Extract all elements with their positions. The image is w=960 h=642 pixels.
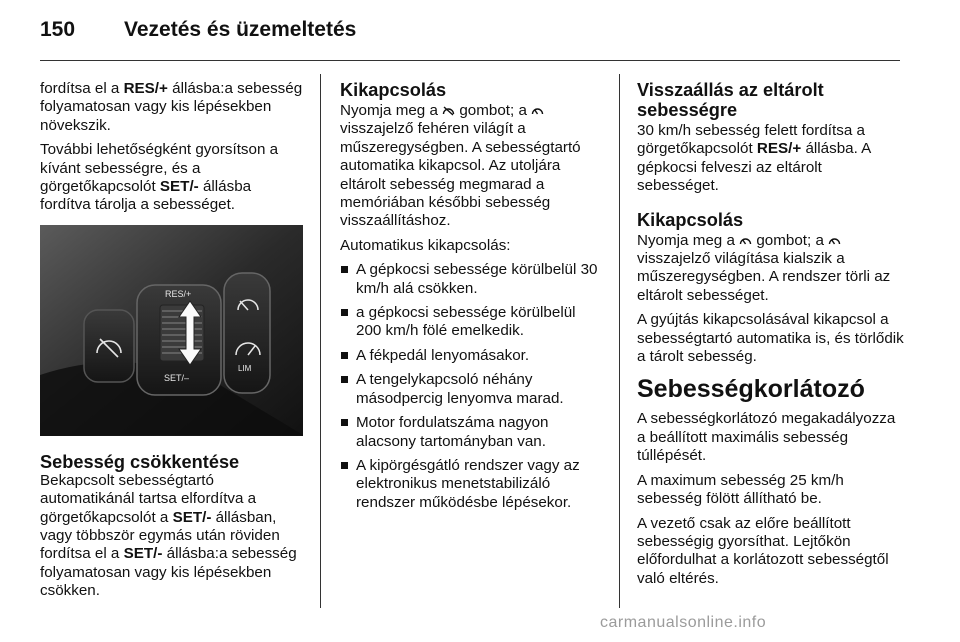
text: A gépkocsi sebessége körülbelül 30 km/h alá csökken. [356, 261, 598, 297]
heading-restore-speed: Visszaállás az eltárolt sebességre [637, 80, 824, 120]
bold-term: SET/- [159, 178, 199, 196]
bullet-square [341, 419, 348, 426]
column-1 [40, 80, 305, 607]
text: A tengelykapcsoló néhány másodpercig lenyomva marad. [356, 371, 564, 407]
res-label: RES/+ [165, 288, 192, 299]
bullet-square [341, 266, 348, 273]
paragraph [637, 232, 905, 306]
paragraph: A maximum sebesség 25 km/h sebesség fölött állítható be. [637, 471, 844, 508]
column-2 [340, 80, 602, 518]
paragraph [40, 141, 305, 215]
column-3 [637, 80, 905, 594]
heading-switch-off: Kikapcsolás [340, 80, 447, 100]
list-item [340, 261, 602, 298]
page-number: 150 [40, 18, 76, 41]
text: Nyomja meg a [340, 102, 443, 119]
list-item [340, 304, 602, 341]
cruise-off-button-icon [442, 104, 455, 116]
text: állásban, vagy többször egymás után röviden fordítsa el a [40, 508, 280, 563]
cruise-indicator-icon [531, 104, 544, 116]
text: állásba:a sebesség folyamatosan vagy kis lépésekben növekszik. [40, 80, 303, 134]
text: állásba fordítva tárolja a sebességet. [40, 178, 252, 214]
set-label: SET/– [164, 372, 190, 383]
paragraph: A sebességkorlátozó megakadályozza a beállított maximális sebesség túllépését. [637, 410, 896, 465]
text: A kipörgésgátló rendszer vagy az elektronikus menetstabilizáló rendszer működésbe lépésekor. [356, 456, 580, 511]
bullet-square [341, 462, 348, 469]
bold-term: SET/- [123, 545, 163, 563]
paragraph [40, 80, 305, 135]
section-title: Vezetés és üzemeltetés [124, 18, 357, 41]
heading-switch-off: Kikapcsolás [637, 209, 744, 230]
paragraph: A vezető csak az előre beállított sebességig gyorsíthat. Lejtőkön előfordulhat a korlátozott sebességtől való eltérés. [637, 514, 889, 587]
list-item [340, 414, 602, 451]
text: További lehetőségként gyorsítson a kívánt sebességre, és a görgetőkapcsolót [40, 141, 279, 196]
text: Bekapcsolt sebességtartó automatikánál tartsa elfordítva a görgetőkapcsolót a [40, 471, 257, 526]
text: A fékpedál lenyomásakor. [356, 346, 530, 364]
cruise-button-icon [739, 234, 752, 246]
text: állásba:a sebesség folyamatosan vagy kis lépésekben csökken. [40, 545, 297, 600]
lim-label: LIM [238, 363, 252, 373]
auto-off-list [340, 261, 602, 512]
text: visszajelző fehéren világít a műszeregységben. A sebességtartó automatika kikapcsol. Az utoljára eltárolt sebesség megmarad a memóriában későbbi sebesség visszaállításhoz. [340, 120, 581, 230]
text: Motor fordulatszáma nagyon alacsony tartományban van. [356, 414, 549, 450]
watermark: carmanualsonline.info [600, 614, 767, 631]
bullet-square [341, 352, 348, 359]
list-item [340, 457, 602, 512]
page-header [40, 18, 900, 50]
text: gombot; a [455, 102, 532, 119]
heading-speed-limiter: Sebességkorlátozó [637, 375, 865, 404]
text: 30 km/h sebesség felett fordítsa a görgetőkapcsolót [637, 122, 865, 158]
cruise-indicator-icon [828, 234, 841, 246]
column-divider-right [619, 74, 620, 608]
header-rule [40, 60, 900, 61]
bold-term: RES/+ [756, 140, 802, 158]
bullet-square [341, 376, 348, 383]
text: visszajelző világítása kialszik a műszeregységben. A rendszer törli az eltárolt sebességet. [637, 250, 891, 304]
bullet-square [341, 309, 348, 316]
text: Nyomja meg a [637, 231, 740, 249]
column-divider-left [320, 74, 321, 608]
paragraph [340, 102, 602, 231]
text: fordítsa el a [40, 80, 124, 97]
text: gombot; a [752, 231, 829, 249]
text: állásba. A gépkocsi felveszi az eltárolt sebességet. [637, 140, 871, 195]
paragraph: A gyújtás kikapcsolásával kikapcsol a sebességtartó automatika is, és törlődik a tárolt sebesség. [637, 311, 904, 366]
paragraph [637, 122, 905, 196]
text: a gépkocsi sebessége körülbelül 200 km/h fölé emelkedik. [356, 304, 576, 340]
heading-speed-decrease: Sebesség csökkentése [40, 451, 240, 472]
steering-wheel-controls-photo [40, 225, 303, 436]
bold-term: SET/- [172, 508, 212, 526]
paragraph [40, 472, 305, 601]
list-item [340, 347, 602, 365]
bold-term: RES/+ [123, 80, 168, 97]
list-item [340, 371, 602, 408]
paragraph: Automatikus kikapcsolás: [340, 236, 511, 254]
